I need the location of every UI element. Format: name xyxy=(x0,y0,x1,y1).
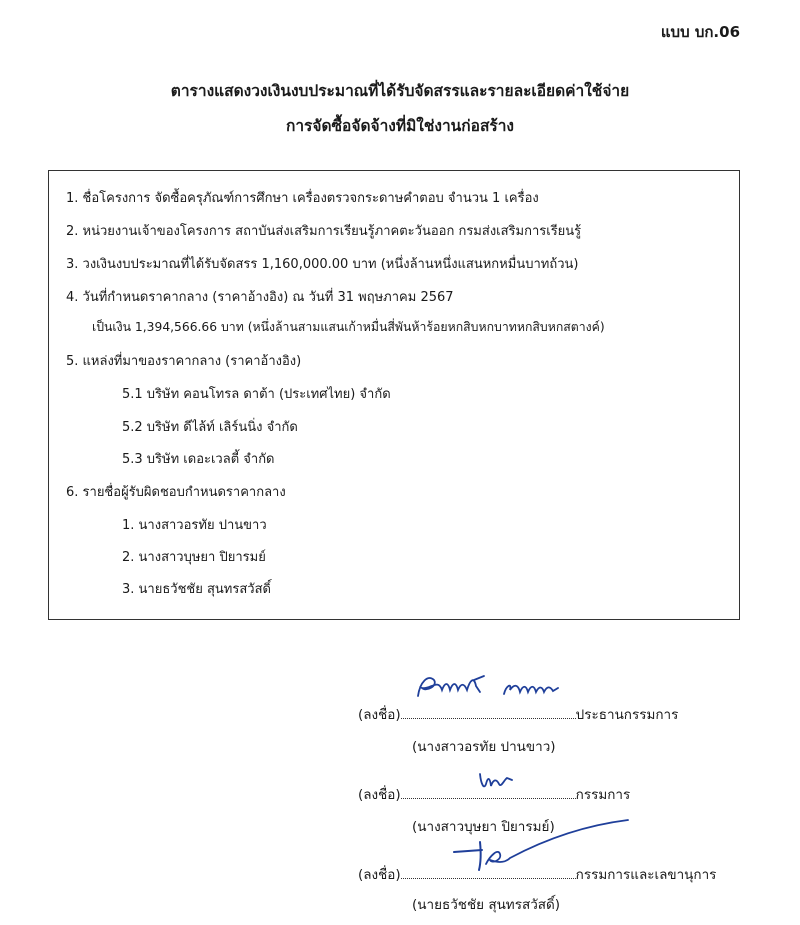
handwritten-signature-member xyxy=(472,766,522,798)
signer-name-chair: (นางสาวอรทัย ปานขาว) xyxy=(412,739,556,755)
price-source-2: 5.2 บริษัท ดีไล้ท์ เลิร์นนิ่ง จำกัด xyxy=(122,420,298,435)
signer-name-member: (นางสาวบุษยา ปิยารมย์) xyxy=(412,819,555,835)
item-reference-date: 4. วันที่กำหนดราคากลาง (ราคาอ้างอิง) ณ วันที่ 31 พฤษภาคม 2567 xyxy=(66,290,454,305)
sign-label: (ลงชื่อ) xyxy=(358,707,401,723)
handwritten-signature-chair xyxy=(412,668,572,708)
price-source-3: 5.3 บริษัท เดอะเวลตี้ จำกัด xyxy=(122,452,275,467)
item-owner-agency: 2. หน่วยงานเจ้าของโครงการ สถาบันส่งเสริมการเรียนรู้ภาคตะวันออก กรมส่งเสริมการเรียนรู้ xyxy=(66,224,582,239)
form-code: แบบ บก.06 xyxy=(660,23,740,41)
item-responsible-persons: 6. รายชื่อผู้รับผิดชอบกำหนดราคากลาง xyxy=(66,485,286,500)
signer-role-chair: ประธานกรรมการ xyxy=(575,707,679,723)
responsible-person-2: 2. นางสาวบุษยา ปิยารมย์ xyxy=(122,550,266,565)
item-price-sources: 5. แหล่งที่มาของราคากลาง (ราคาอ้างอิง) xyxy=(66,354,302,369)
item-budget: 3. วงเงินงบประมาณที่ได้รับจัดสรร 1,160,000.00 บาท (หนึ่งล้านหนึ่งแสนหกหมื่นบาทถ้วน) xyxy=(66,257,579,272)
responsible-person-1: 1. นางสาวอรทัย ปานขาว xyxy=(122,518,267,533)
item-reference-amount: เป็นเงิน 1,394,566.66 บาท (หนึ่งล้านสามแสนเก้าหมื่นสี่พันห้าร้อยหกสิบหกบาทหกสิบหกสตางค์) xyxy=(92,320,605,334)
signer-role-member: กรรมการ xyxy=(575,787,631,803)
document-title-line2: การจัดซื้อจัดจ้างที่มิใช่งานก่อสร้าง xyxy=(285,117,515,135)
price-source-1: 5.1 บริษัท คอนโทรล ดาต้า (ประเทศไทย) จำกัด xyxy=(122,387,391,402)
signer-role-secretary: กรรมการและเลขานุการ xyxy=(575,867,717,883)
responsible-person-3: 3. นายธวัชชัย สุนทรสวัสดิ์ xyxy=(122,582,271,597)
sign-label: (ลงชื่อ) xyxy=(358,787,401,803)
item-project-name: 1. ชื่อโครงการ จัดซื้อครุภัณฑ์การศึกษา เครื่องตรวจกระดาษคำตอบ จำนวน 1 เครื่อง xyxy=(66,191,539,206)
sign-label: (ลงชื่อ) xyxy=(358,867,401,883)
handwritten-signature-secretary xyxy=(450,812,640,882)
signer-name-secretary: (นายธวัชชัย สุนทรสวัสดิ์) xyxy=(412,897,561,913)
document-title-line1: ตารางแสดงวงเงินงบประมาณที่ได้รับจัดสรรและรายละเอียดค่าใช้จ่าย xyxy=(170,82,630,100)
